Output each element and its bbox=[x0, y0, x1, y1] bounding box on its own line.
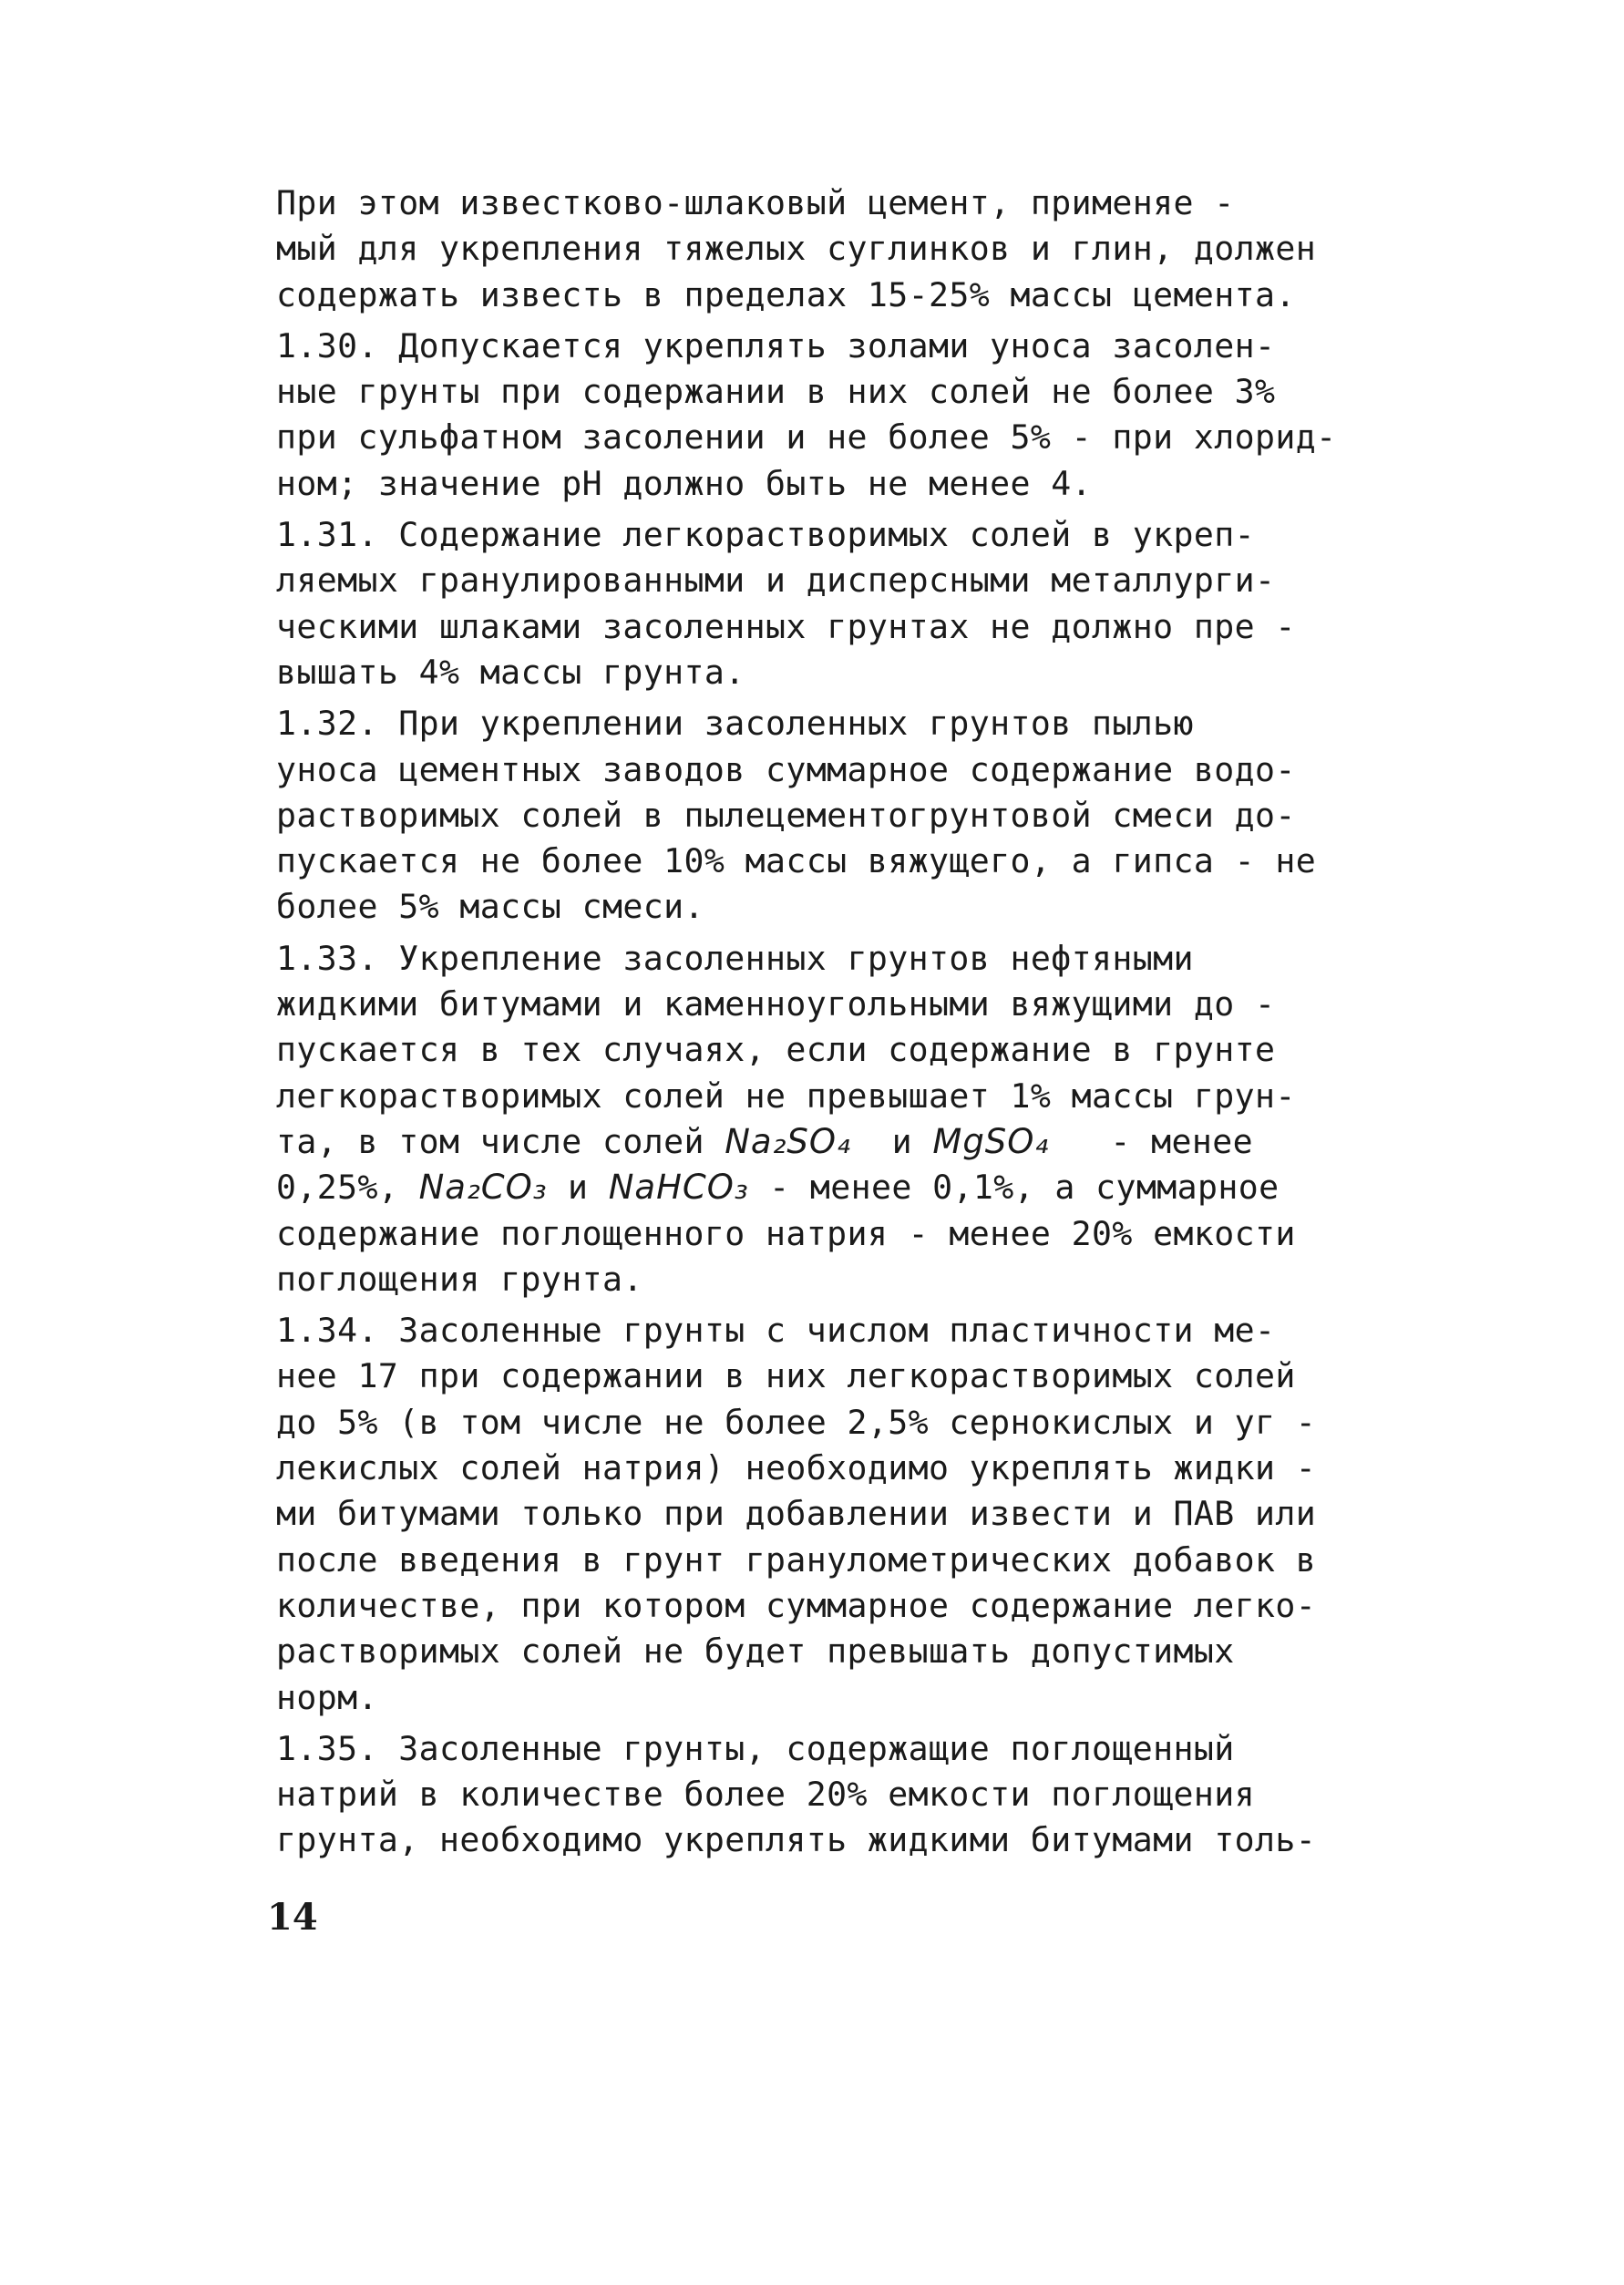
chemical-formula: MgSO₄ bbox=[932, 1121, 1050, 1161]
text-line: ном; значение pH должно быть не менее 4. bbox=[276, 463, 1092, 503]
chemical-formula: Na₂CO₃ bbox=[418, 1168, 548, 1208]
text-line: ческими шлаками засоленных грунтах не должно пре - bbox=[276, 606, 1296, 646]
text-line: растворимых солей в пылецементогрунтовой смеси до- bbox=[276, 795, 1296, 835]
text-line: 1.31. Содержание легкорастворимых солей в укреп- bbox=[276, 515, 1255, 555]
text-line: лекислых солей натрия) необходимо укреплять жидки - bbox=[276, 1448, 1317, 1488]
text-line: растворимых солей не будет превышать допустимых bbox=[276, 1631, 1235, 1672]
text-line: при сульфатном засолении и не более 5% - при хлорид- bbox=[276, 417, 1337, 458]
text-line: При этом известково-шлаковый цемент, применяе - bbox=[276, 183, 1235, 222]
text-line: более 5% массы смеси. bbox=[276, 887, 704, 927]
text-line: до 5% (в том числе не более 2,5% сернокислых и уг - bbox=[276, 1402, 1317, 1442]
text-line: жидкими битумами и каменноугольными вяжущими до - bbox=[276, 984, 1276, 1024]
chemical-formula: Na₂SO₄ bbox=[725, 1121, 851, 1161]
text-fragment: и bbox=[850, 1121, 933, 1161]
text-line: содержание поглощенного натрия - менее 20% емкости bbox=[276, 1213, 1296, 1253]
text-line: легкорастворимых солей не превышает 1% массы грун- bbox=[276, 1076, 1296, 1116]
text-line: ные грунты при содержании в них солей не более 3% bbox=[276, 372, 1276, 412]
page-number: 14 bbox=[267, 1896, 318, 1939]
text-line: 1.35. Засоленные грунты, содержащие поглощенный bbox=[276, 1728, 1235, 1768]
text-fragment: - менее 0,1%, а суммарное bbox=[748, 1168, 1280, 1208]
text-line: 1.30. Допускается укреплять золами уноса засолен- bbox=[276, 325, 1276, 365]
text-line: поглощения грунта. bbox=[276, 1259, 643, 1299]
text-line: норм. bbox=[276, 1677, 378, 1717]
text-line: ляемых гранулированными и дисперсными металлурги- bbox=[276, 561, 1276, 601]
text-line: уноса цементных заводов суммарное содержание водо- bbox=[276, 749, 1296, 789]
chem-formula-line bbox=[276, 1165, 1484, 1210]
text-fragment: и bbox=[547, 1168, 609, 1208]
text-line: мый для укрепления тяжелых суглинков и глин, должен bbox=[276, 229, 1317, 269]
chemical-formula: NaHCO₃ bbox=[608, 1168, 749, 1208]
text-fragment: 0,25%, bbox=[276, 1168, 419, 1208]
text-line: вышать 4% массы грунта. bbox=[276, 652, 745, 692]
text-fragment: - менее bbox=[1049, 1121, 1253, 1161]
text-line: содержать известь в пределах 15-25% массы цемента. bbox=[276, 274, 1296, 314]
chem-formula-line bbox=[276, 1119, 1484, 1165]
text-line: 1.33. Укрепление засоленных грунтов нефтяными bbox=[276, 938, 1194, 978]
text-fragment: та, в том числе солей bbox=[276, 1121, 725, 1161]
text-line: натрий в количестве более 20% емкости поглощения bbox=[276, 1775, 1255, 1815]
text-line: 1.34. Засоленные грунты с числом пластичности ме- bbox=[276, 1311, 1276, 1351]
text-line: количестве, при котором суммарное содержание легко- bbox=[276, 1585, 1317, 1625]
text-line: ми битумами только при добавлении извести и ПАВ или bbox=[276, 1494, 1317, 1534]
body-text bbox=[276, 180, 1484, 1864]
text-line: грунта, необходимо укреплять жидкими битумами толь- bbox=[276, 1820, 1317, 1860]
text-line: 1.32. При укреплении засоленных грунтов пылью bbox=[276, 704, 1194, 744]
text-line: пускается не более 10% массы вяжущего, а гипса - не bbox=[276, 841, 1317, 881]
text-line: пускается в тех случаях, если содержание в грунте bbox=[276, 1030, 1276, 1070]
text-line: после введения в грунт гранулометрических добавок в bbox=[276, 1539, 1317, 1580]
text-line: нее 17 при содержании в них легкорастворимых солей bbox=[276, 1356, 1296, 1396]
